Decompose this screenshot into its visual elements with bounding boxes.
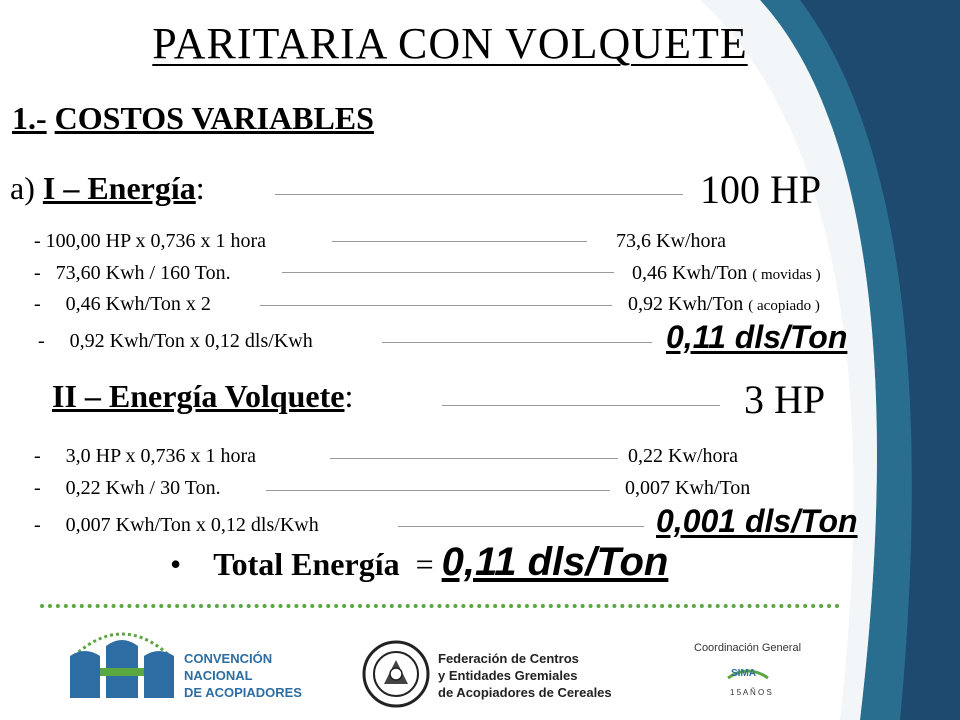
section-heading — [12, 100, 374, 137]
leader-line — [398, 526, 644, 527]
total-line — [170, 540, 668, 585]
row-calc: 100,00 HP x 0,736 x 1 hora — [45, 230, 267, 252]
leader-line — [260, 305, 612, 306]
row-result — [628, 293, 820, 316]
part-b-colon: : — [344, 378, 354, 414]
part-a-heading — [10, 170, 205, 207]
total-label: Total Energía — [213, 546, 400, 582]
section-label: COSTOS VARIABLES — [54, 100, 374, 136]
row-result: 73,6 Kw/hora — [616, 230, 726, 252]
logo-line: Federación de Centros — [438, 651, 579, 666]
logo-line: NACIONAL — [184, 668, 253, 683]
federacion-seal-icon — [362, 640, 430, 708]
row-dash: - — [34, 514, 41, 536]
section-number: 1.- — [12, 100, 47, 136]
calc-row — [34, 514, 319, 537]
row-result: 0,22 Kw/hora — [628, 445, 738, 467]
leader-line — [282, 272, 614, 273]
silo-logo-icon — [66, 616, 178, 700]
sima-years: 1 5 A Ñ O S — [730, 688, 772, 697]
row-calc: 0,22 Kwh / 30 Ton. — [65, 477, 221, 499]
calc-row — [34, 262, 231, 285]
row-result-value: 0,46 Kwh/Ton — [632, 262, 748, 284]
convencion-logo-text — [184, 650, 302, 701]
leader-line — [330, 458, 618, 459]
row-result-highlight: 0,001 dls/Ton — [656, 503, 858, 539]
coordinacion-label: Coordinación General — [694, 642, 802, 654]
dotted-divider — [40, 604, 840, 608]
row-dash: - — [34, 230, 46, 252]
logo-line: DE ACOPIADORES — [184, 685, 302, 700]
row-result — [632, 262, 821, 285]
row-result-value: 0,92 Kwh/Ton — [628, 293, 744, 315]
total-value: 0,11 dls/Ton — [441, 540, 669, 584]
part-b-value: 3 HP — [744, 377, 826, 422]
row-dash: - — [34, 477, 41, 499]
leader-line — [382, 342, 652, 343]
row-dash: - — [34, 445, 41, 467]
calc-row — [34, 445, 256, 468]
part-b-heading — [52, 378, 353, 415]
row-note: ( movidas ) — [752, 267, 821, 283]
leader-line — [266, 490, 610, 491]
part-a-value: 100 HP — [700, 167, 822, 212]
part-b-label: II – Energía Volquete — [52, 378, 345, 414]
leader-line — [332, 241, 587, 242]
calc-row — [34, 477, 221, 500]
sima-brand: SIMA — [731, 668, 756, 679]
part-a-prefix: a) — [10, 170, 35, 206]
row-dash: - — [34, 293, 41, 315]
row-calc: 0,007 Kwh/Ton x 0,12 dls/Kwh — [65, 514, 319, 536]
row-calc: 3,0 HP x 0,736 x 1 hora — [65, 445, 257, 467]
part-a-colon: : — [195, 170, 205, 206]
row-result-highlight: 0,11 dls/Ton — [666, 319, 848, 355]
row-calc: 0,46 Kwh/Ton x 2 — [65, 293, 211, 315]
row-dash: - — [38, 330, 45, 352]
row-result: 0,007 Kwh/Ton — [625, 477, 751, 499]
calc-row — [34, 293, 211, 316]
leader-line — [442, 405, 720, 406]
part-a-label: I – Energía — [42, 170, 196, 206]
logo-line: de Acopiadores de Cereales — [438, 685, 612, 700]
federacion-logo-text — [438, 650, 612, 701]
leader-line — [275, 194, 683, 195]
row-calc: 73,60 Kwh / 160 Ton. — [55, 262, 231, 284]
calc-row — [38, 330, 313, 353]
row-note: ( acopiado ) — [748, 298, 820, 314]
total-equals: = — [415, 546, 434, 582]
calc-row — [34, 230, 266, 253]
logo-line: y Entidades Gremiales — [438, 668, 578, 683]
row-calc: 0,92 Kwh/Ton x 0,12 dls/Kwh — [69, 330, 313, 352]
row-dash: - — [34, 262, 41, 284]
bullet-icon: • — [170, 546, 182, 582]
page-title: PARITARIA CON VOLQUETE — [152, 19, 748, 68]
logo-line: CONVENCIÓN — [184, 651, 273, 666]
